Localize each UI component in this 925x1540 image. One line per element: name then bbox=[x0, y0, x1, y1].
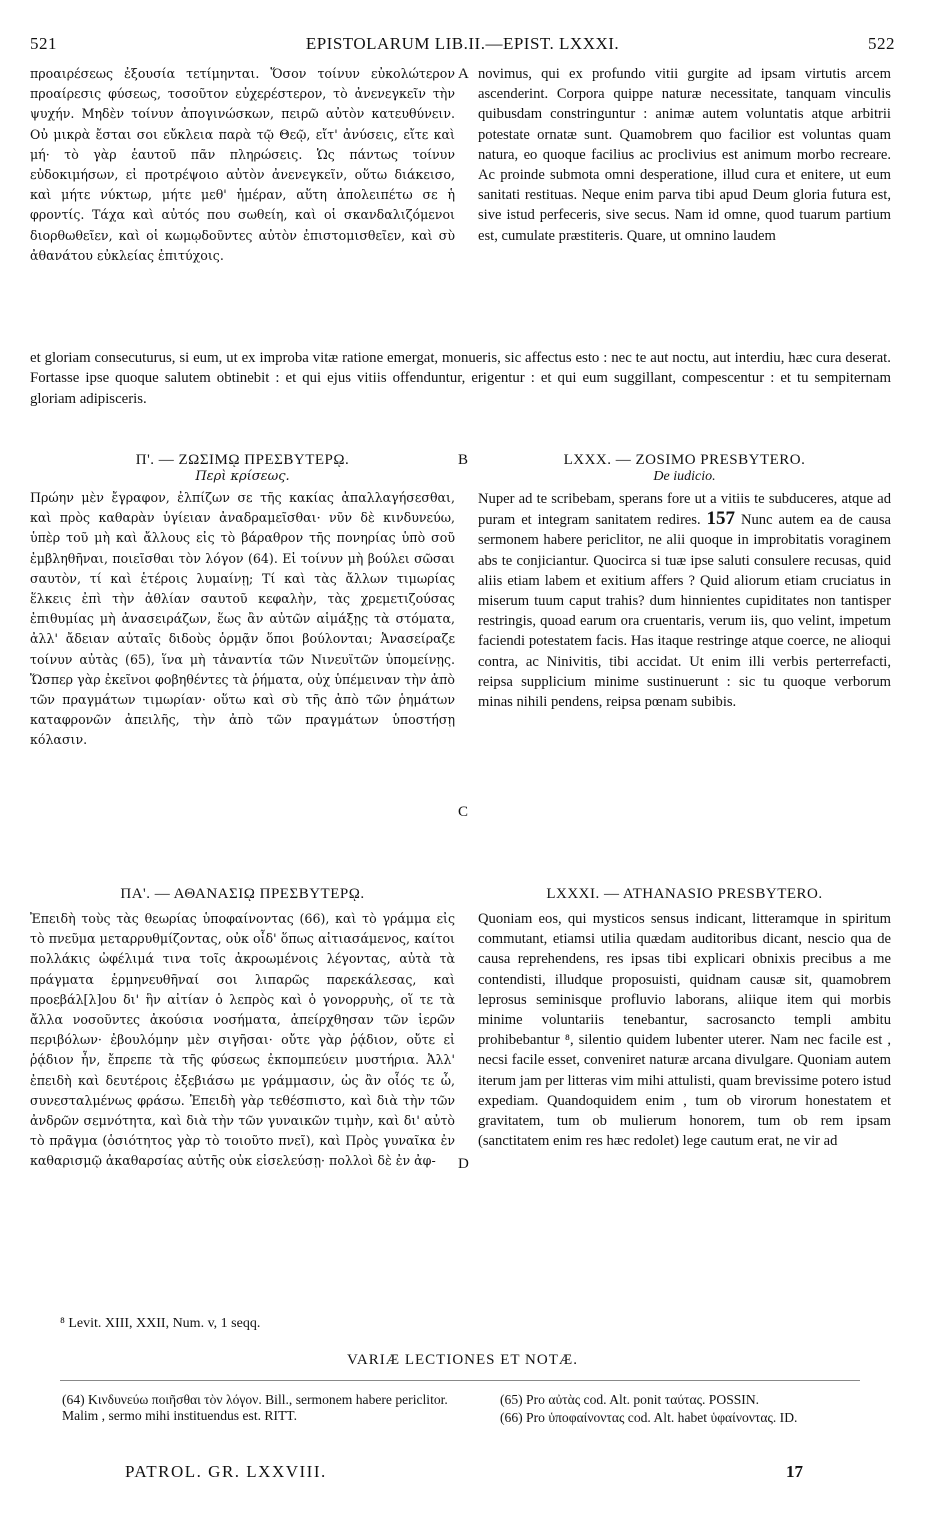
right-page-number: 522 bbox=[868, 34, 895, 53]
top-full-width-latin bbox=[30, 348, 891, 432]
running-title: EPISTOLARUM LIB.II.—EPIST. LXXXI. bbox=[305, 34, 620, 53]
footnote: ⁸ Levit. XIII, XXII, Num. v, 1 seqq. bbox=[60, 1316, 261, 1331]
top-latin-column bbox=[478, 64, 891, 348]
notes-divider bbox=[60, 1380, 860, 1381]
notes-title: VARIÆ LECTIONES ET NOTÆ. bbox=[347, 1352, 578, 1368]
letter80-latin-before: Nuper ad te scribebam, sperans fore ut a vitiis te subduceres, atque ad puram et integram sanitatem redires. bbox=[478, 491, 891, 529]
letter81-latin-column bbox=[478, 886, 891, 1298]
letter81-latin-text: Quoniam eos, qui mysticos sensus indicant, litteramque in spiritum commutant, etiamsi utilia quædam auditoribus dicant, nescio qua de causa reprehendens, res ipsas tibi explicari obnixis precibus a me contendisti, illudque proposuisti, quidnam causæ sit, quamobrem leprosus seminisque profluvio laborans, aliique item qui morbis minime voluntariis tenebantur, sacrosancto templi ambitu prohibebantur ⁸, silentio quidem lubenter uterer. Nam nec facile est , necsi facile esset, conveniret naturæ arcana divulgare. Quoniam autem iterum jam per litteras vim mihi attulisti, quam brevissime potero istud expediam. Quandoquidem enim , tum ob virorum honestatem et gravitatem, tum ob mulierum honorem, tum ob rem ipsam (sanctitatem enim res hæc redolet) lege cautum erat, ne vir ad bbox=[478, 911, 891, 1150]
note-66: (66) Pro ὑποφαίνοντας cod. Alt. habet ὑφαίνοντας. ID. bbox=[500, 1410, 798, 1425]
margin-letter-d: D bbox=[458, 1156, 469, 1172]
margin-letter-a: A bbox=[458, 66, 469, 82]
note-64: (64) Κινδυνεύω ποιῆσθαι τὸν λόγον. Bill., sermonem habere periclitor. Malim , sermo mihi instituendus est. RITT. bbox=[62, 1392, 448, 1423]
top-greek-column bbox=[30, 64, 455, 348]
letter80-greek-column bbox=[30, 452, 455, 862]
letter80-greek-text: Πρώην μὲν ἔγραφον, ἐλπίζων σε τῆς κακίας ἀπαλλαγήσεσθαι, καὶ πρὸς καθαρὰν ὑγίειαν ἀναδραμεῖσθαι· νῦν δὲ κινδυνεύω, ὑπὲρ τοῦ μὴ καὶ ἄλλους εἰς τὸ βάραθρον τῆς πονηρίας ὑπὸ σοῦ ἐμβληθῆναι, ποιεῖσθαι τὸν λόγον (64). Εἰ τοίνυν μὴ βούλει σῶσαι σαυτὸν, τί καὶ ἑτέροις λυμαίνῃ; Τί καὶ τὰς ἄλλων τιμωρίας ἕλκεις ἐπὶ τὴν ἀθλίαν σαυτοῦ κεφαλὴν, τὰς χρεμετιζούσας ἐπιθυμίας μὴ ἀνασειράζων, ἕως ἂν αὐτῶν αἱμάξῃς τὰ στόματα, ἀλλ' ἄδειαν αὐταῖς διδοὺς ὁρμᾷν ὅποι βούλονται; Ἀνασείραζε τοίνυν αὐτὰς (65), ἵνα μὴ τἀναντία τῶν Νινευϊτῶν ὑπομείνῃς. Ὥσπερ γὰρ ἐκεῖνοι φοβηθέντες τὰ ῥήματα, οὐχ ὑπέμειναν τὴν ἀπὸ τῶν πραγμάτων τιμωρίαν· οὕτω καὶ σὺ τῆς ἀπὸ τῶν ῥημάτων καταφρονῶν ἀπειλῆς, τὴν ἀπὸ τῶν πραγμάτων ὑποστήσῃ κόλασιν. bbox=[30, 490, 455, 748]
letter81-greek-text: Ἐπειδὴ τοὺς τὰς θεωρίας ὑποφαίνοντας (66), καὶ τὸ γράμμα εἰς τὸ πνεῦμα μεταρρυθμίζοντας, οὐκ οἶδ' ὅπως αἰτιασάμενος, καίτοι πολλάκις ὠφέλιμά τινα τοῖς ἀκροωμένοις λέγοντας, αὐτὰ τὰ πράγματα ἑρμηνευθῆναί σοι λιπαρῶς παρεκάλεσας, καὶ προεβάλ[λ]ου δι' ἣν αἰτίαν ὁ λεπρὸς καὶ ὁ γονορρυὴς, οἵ τε τὰ ἄλλα νοσοῦντες ἀκούσια νοσήματα, ἀπείρχθησαν τῶν ἱερῶν περιβόλων· ἐβουλόμην μὲν σιγῆσαι· οὔτε γὰρ ῥᾴδιον, οὔτε εἰ ῥᾴδιον ἦν, ἔπρεπε τὰ τῆς φύσεως ἐκπομπεύειν μυστήρια. Ἀλλ' ἐπειδὴ καὶ δευτέροις ἐξεβιάσω με γράμμασιν, ὡς ἂν οἷός τε ὦ, συνεσταλμένως φράσω. Ἐπειδὴ γὰρ τεθέσπιστο, καὶ διὰ τὴν τῶν ἀνδρῶν σεμνότητα, καὶ διὰ τὴν τῶν γυναικῶν τιμὴν, καὶ δι' αὐτὸ τὸ πρᾶγμα (ὁσιότητος γὰρ τὸ τοιοῦτο πνεῖ), καὶ Πρὸς γυναῖκα ἐν καθαρισμῷ ἀκαθαρσίας αὐτῆς οὐκ εἰσελεύσῃ· πολλοὶ δὲ ἐν ἀφ- bbox=[30, 911, 455, 1169]
letter80-latin-column bbox=[478, 452, 891, 862]
margin-letter-c: C bbox=[458, 804, 469, 820]
note-65: (65) Pro αὐτὰς cod. Alt. ponit ταύτας. POSSIN. bbox=[500, 1392, 760, 1407]
letter81-greek-heading: ΠΑ'. — ΑΘΑΝΑΣΙῼ ΠΡΕΣΒΥΤΕΡῼ. bbox=[120, 886, 365, 902]
left-page-number: 521 bbox=[30, 34, 57, 53]
signature-line-left: PATROL. GR. LXXVIII. bbox=[125, 1462, 327, 1481]
letter80-latin-heading: LXXX. — ZOSIMO PRESBYTERO. bbox=[563, 452, 806, 468]
letter80-latin-after: Nunc autem ea de causa sermonem habere periclitor, ne alii quoque in improbitatis voraginem abs te conjiciantur. Quocirca si tuæ ipse saluti consulere recusas, quid aliis etiam labem et exitium affers ? Quid aliorum etiam cruciatus in miserum tuum caput trahis? dum hinnientes cupiditates non tantisper restringis, quoad earum ora cruentaris, verum iis, quo velint, impetum faciendi potestatem facis. Has itaque restringe atque coerce, ne alioqui contra, ac Ninivitis, tibi accidat. Ut enim illi verbis perterrefacti, reipsa supplicium minime sustinuerunt : sic tu quoque verborum minas nihili pendens, reipsa pœnam subibis. bbox=[478, 512, 891, 711]
running-header bbox=[30, 34, 895, 56]
letter80-latin-subtitle: De iudicio. bbox=[653, 469, 716, 484]
top-greek-text: προαιρέσεως ἐξουσία τετίμηνται. Ὅσον τοίνυν εὐκολώτερον προαίρεσις φύσεως, τοσοῦτον εὐχερέστερον, τὸ ἀνενεγκεῖν τὴν ψυχήν. Μηδὲν τοίνυν ἀπογινώσκων, πειρῶ αὐτὸν κατευθύνειν. Οὐ μικρὰ ἔσται σοι εὔκλεια παρὰ τῷ Θεῷ, εἴτ' ἀνύσεις, εἴτε καὶ μή· τὸ γὰρ ἑαυτοῦ πᾶν πληρώσεις. Ὡς πάντως τοίνυν εὐδοκιμήσων, εἰ προτρέψοιο αὐτὸν ἀνενεγκεῖν, οὕτω διάκεισο, καὶ μήτε νύκτωρ, μήτε μεθ' ἡμέραν, αὕτη ἀπολειπέτω σε ἡ φροντίς. Τάχα καὶ αὐτός που σωθείη, καὶ οἱ σκανδαλιζόμενοι διορθωθεῖεν, καὶ οἱ κωμῳδοῦντες αὐτὸν ἐπιστομισθεῖεν, καὶ σὺ ἀθανάτου εὐκλείας ἐπιτύχοις. bbox=[30, 66, 455, 263]
letter80-greek-subtitle: Περὶ κρίσεως. bbox=[195, 469, 290, 484]
letter81-greek-column bbox=[30, 886, 455, 1298]
top-latin-text: novimus, qui ex profundo vitii gurgite ad ipsam virtutis arcem ascenderint. Corpora quippe naturæ necessitate, tanquam vinculis quibusdam constringuntur : animæ autem voluntatis atque arbitrii potestate ornatæ sunt. Quamobrem quo facilior est voluntas quam natura, eo quoque facilius ac proclivius est animum morbo recreare. Ac proinde submota omni desperatione, illud cura et enitere, ut eum sanitati restituas. Neque enim parva tibi apud Deum gloria futura est, sive istud perfeceris, sive secus. Nam id omne, quod tuarum partium est, cumulate præstiteris. Quare, ut omnino laudem bbox=[478, 66, 891, 244]
margin-letter-b: B bbox=[458, 452, 469, 468]
top-full-text: et gloriam consecuturus, si eum, ut ex improba vitæ ratione emergat, monueris, sic affectus esto : nec te aut noctu, aut interdiu, hæc cura deserat. Fortasse ipse quoque salutem obtinebit : et qui ejus vitiis offenduntur, erigentur : et qui eum suggillant, compescentur : et tu sempiternam gloriam adipisceris. bbox=[30, 350, 891, 407]
letter80-latin-paragraph bbox=[478, 489, 891, 712]
signature-number: 17 bbox=[786, 1462, 803, 1481]
column-number: 157 bbox=[706, 508, 736, 530]
letter80-greek-heading: Π'. — ΖΩΣΙΜῼ ΠΡΕΣΒΥΤΕΡῼ. bbox=[135, 452, 350, 468]
letter81-latin-heading: LXXXI. — ATHANASIO PRESBYTERO. bbox=[546, 886, 823, 902]
